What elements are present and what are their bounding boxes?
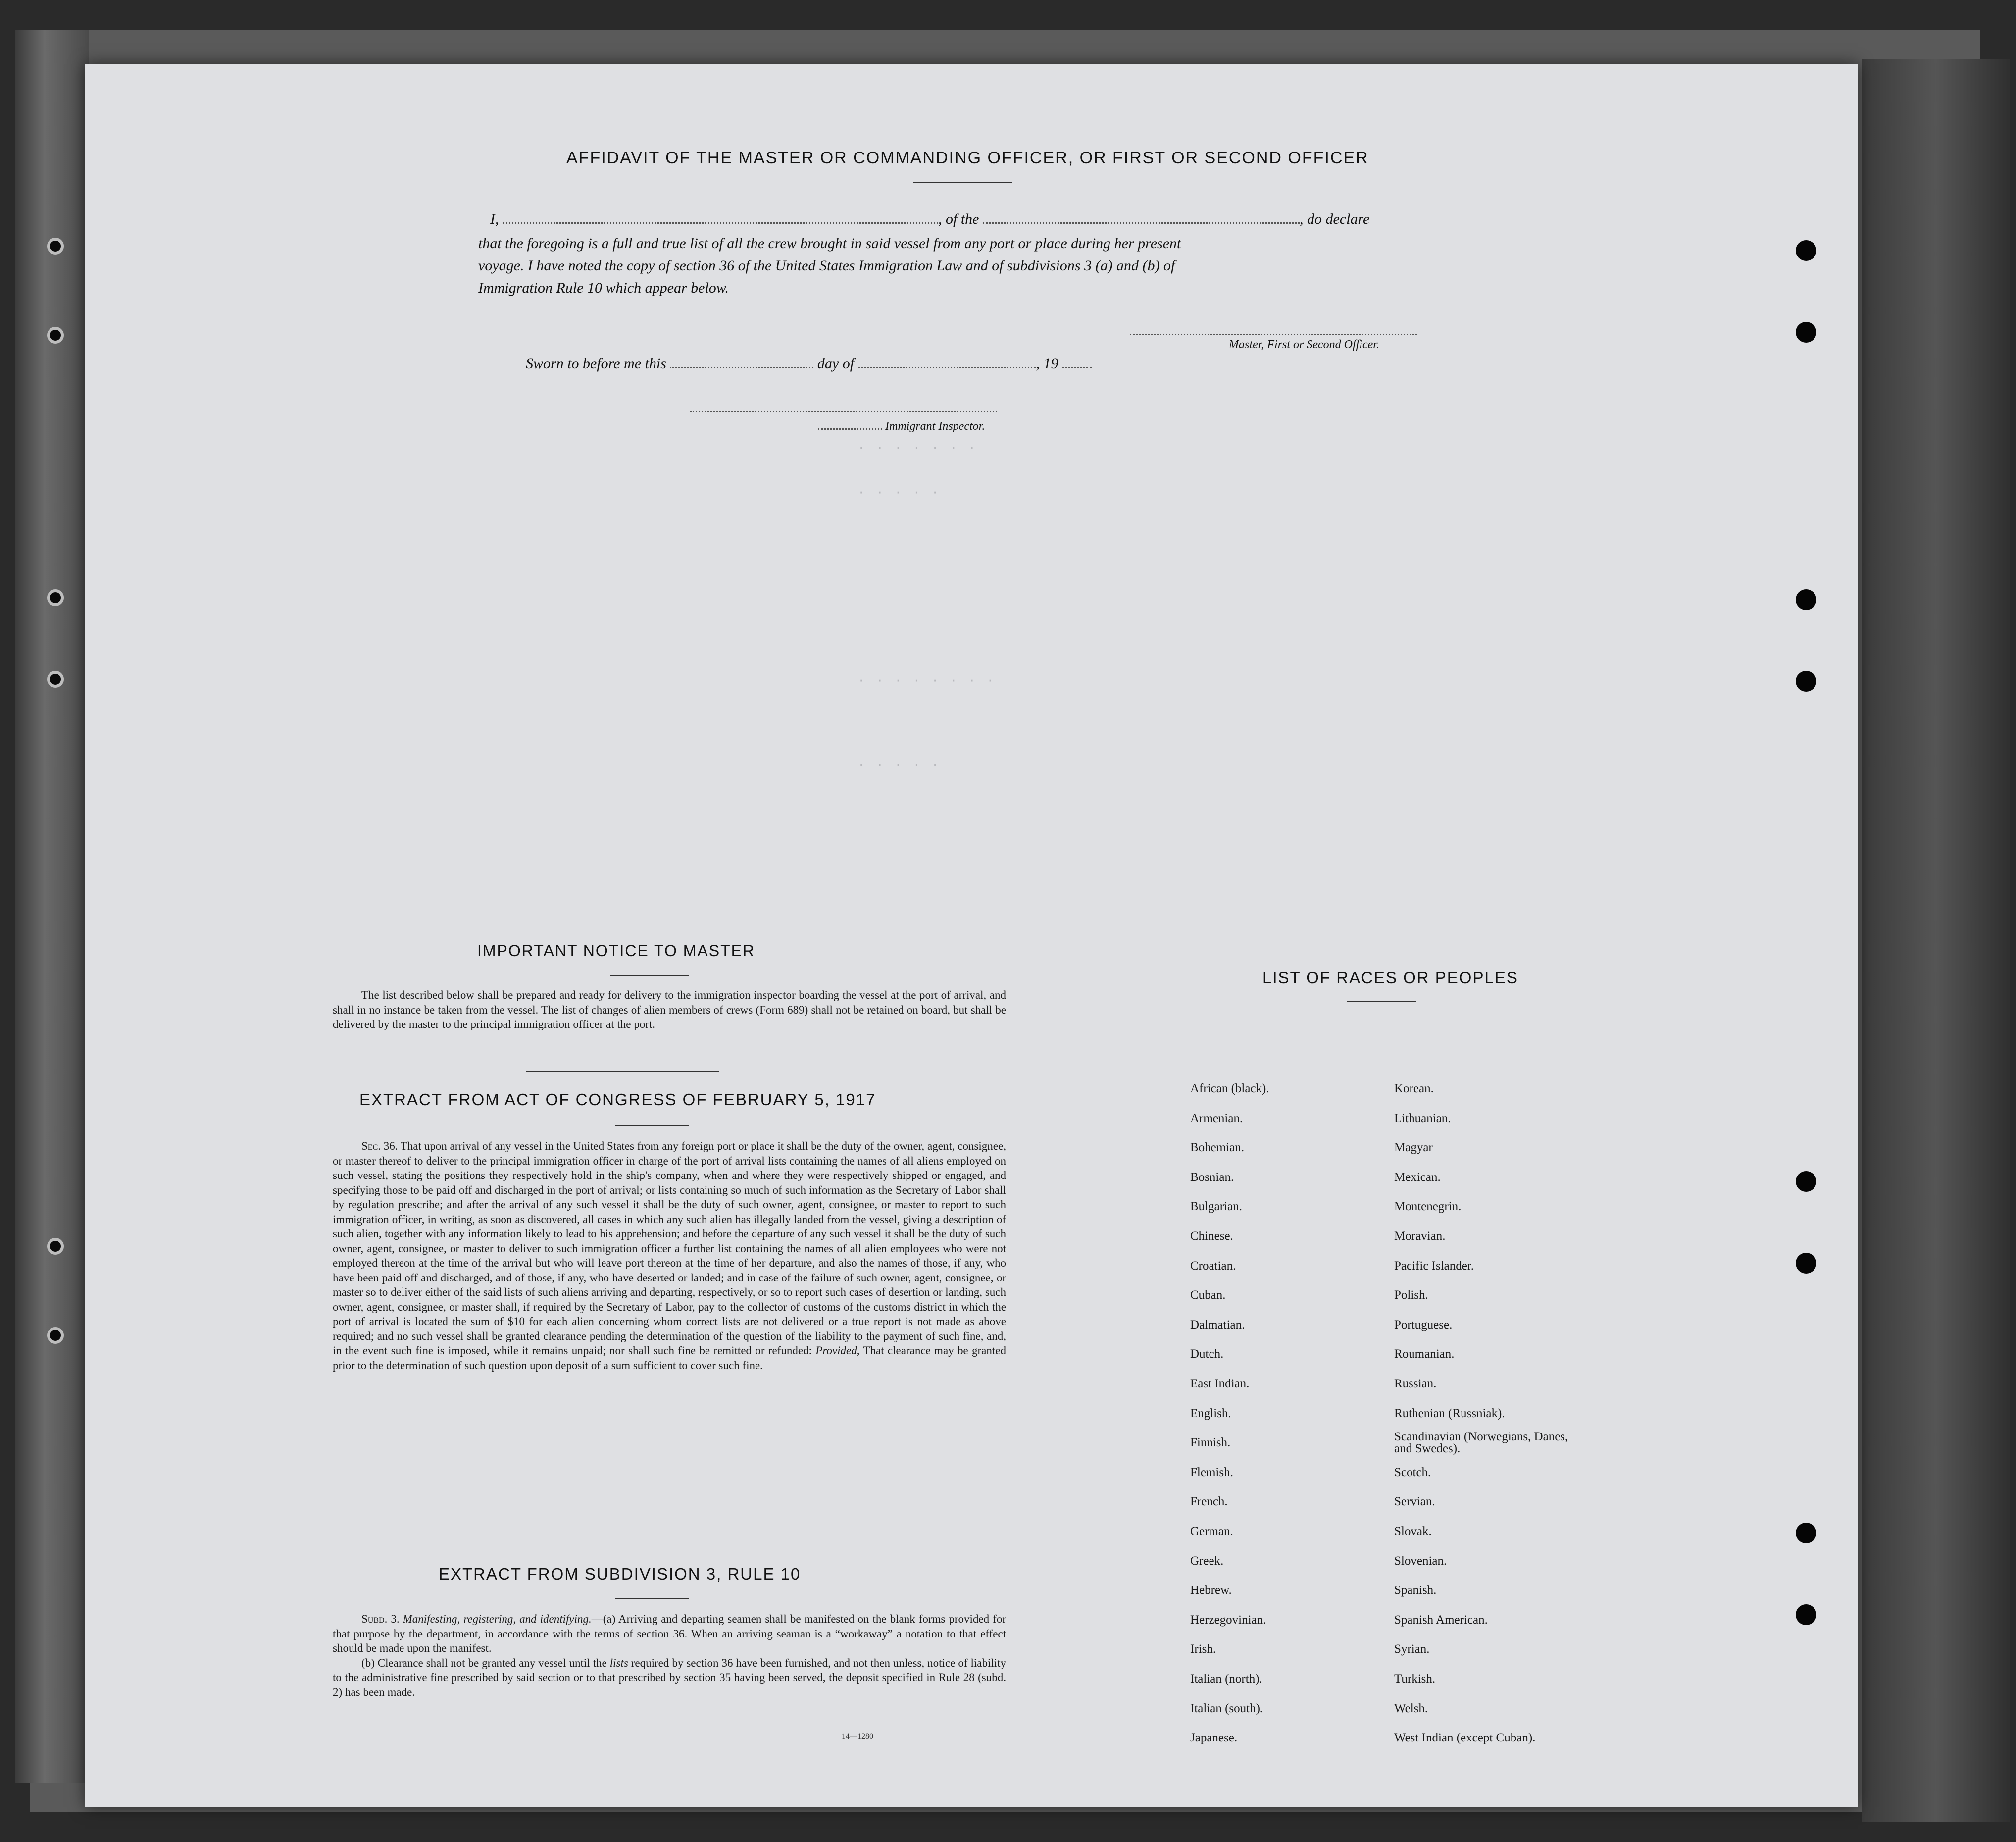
bleed-through-marks: · · · · · · · · xyxy=(857,673,996,688)
race-item: Italian (south). xyxy=(1190,1701,1263,1715)
bleed-through-marks: · · · · · xyxy=(857,758,941,772)
affidavit-line-1-a: I, xyxy=(490,211,499,227)
race-item: Mexican. xyxy=(1394,1170,1441,1184)
inspector-blank xyxy=(818,428,882,430)
rule-paragraph-b xyxy=(333,1656,1006,1700)
sworn-a: Sworn to before me this xyxy=(526,356,666,372)
race-item: Slovenian. xyxy=(1394,1554,1447,1568)
race-item: Turkish. xyxy=(1394,1672,1436,1686)
sworn-b: day of xyxy=(817,356,855,372)
race-item: Montenegrin. xyxy=(1394,1200,1462,1214)
race-item: Bohemian. xyxy=(1190,1141,1245,1155)
affidavit-line-2: that the foregoing is a full and true list of all the crew brought in said vessel from any port or place during her present xyxy=(478,235,1181,252)
rule-para-a: —(a) Arriving and departing seamen shall be manifested on the blank forms provided for that purpose by the department, in accordance with the terms of section 36. When an arriving seaman is a “workaway” a notation to that effect should be made upon the manifest. xyxy=(333,1613,1006,1654)
race-item: Slovak. xyxy=(1394,1525,1432,1538)
binder-hole xyxy=(47,671,64,688)
affidavit-line-1 xyxy=(490,211,1369,228)
rule-para-b-rest: required by section 36 have been furnished, and not then unless, notice of liability to the administrative fine prescribed by said section or to that prescribed by section 35 having been served, the deposit specified in Rule 28 (subd. 2) has been made. xyxy=(333,1656,1007,1698)
inspector-caption-text: Immigrant Inspector. xyxy=(885,420,985,433)
affidavit-line-4: Immigration Rule 10 which appear below. xyxy=(478,280,729,296)
race-item: Herzegovinian. xyxy=(1190,1613,1266,1627)
divider xyxy=(526,1071,719,1072)
race-item: West Indian (except Cuban). xyxy=(1394,1731,1536,1745)
punch-hole xyxy=(1796,1604,1816,1625)
race-item: Hebrew. xyxy=(1190,1584,1232,1597)
race-item: Dalmatian. xyxy=(1190,1318,1245,1331)
subd-heading: Manifesting, registering, and identifying. xyxy=(403,1613,592,1625)
binder-hole xyxy=(47,589,64,606)
subd-label: Subd. 3. xyxy=(361,1613,400,1625)
binder-hole xyxy=(47,238,64,255)
inspector-caption xyxy=(818,420,985,433)
sworn-line xyxy=(526,356,1092,372)
right-page-edge xyxy=(1862,59,2010,1822)
act-title: EXTRACT FROM ACT OF CONGRESS OF FEBRUARY 5, 1917 xyxy=(359,1090,876,1109)
race-item: African (black). xyxy=(1190,1082,1269,1095)
inspector-signature-line xyxy=(690,411,997,412)
race-item: Russian. xyxy=(1394,1377,1437,1390)
punch-hole xyxy=(1796,322,1816,343)
document-page xyxy=(85,64,1858,1807)
races-title: LIST OF RACES OR PEOPLES xyxy=(1262,969,1518,987)
divider xyxy=(610,975,689,976)
race-item: German. xyxy=(1190,1525,1233,1538)
race-item: East Indian. xyxy=(1190,1377,1250,1390)
form-number: 14—1280 xyxy=(842,1732,873,1740)
race-item: Magyar xyxy=(1394,1141,1433,1155)
race-item: Moravian. xyxy=(1394,1229,1446,1243)
binder-edge xyxy=(15,30,89,1783)
punch-hole xyxy=(1796,1523,1816,1543)
punch-hole xyxy=(1796,589,1816,610)
provided-label: Provided, xyxy=(815,1344,860,1357)
affidavit-title: AFFIDAVIT OF THE MASTER OR COMMANDING OFFICER, OR FIRST OR SECOND OFFICER xyxy=(566,149,1369,167)
bleed-through-marks: · · · · · · · xyxy=(857,441,977,456)
vessel-blank xyxy=(983,222,1300,224)
race-item: Polish. xyxy=(1394,1288,1428,1302)
race-item: Greek. xyxy=(1190,1554,1224,1568)
race-item: French. xyxy=(1190,1495,1228,1509)
act-body: That upon arrival of any vessel in the United States from any foreign port or place it shall be the duty of the owner, agent, consignee, or master thereof to deliver to the principal immigration officer in charge of the port of arrival lists containing the names of all aliens employed on such vessel, stating the positions they respectively hold in the ship's company, when and where they were respectively shipped or engaged, and specifying those to be paid off and discharged in the port of arrival; or lists containing so much of such information as the Secretary of Labor shall by regulation prescribe; and after the arrival of any such vessel it shall be the duty of such owner, agent, consignee, or master to report to such immigration officer, in writing, as soon as discovered, all cases in which any such alien has illegally landed from the vessel, giving a description of such alien, together with any information likely to lead to his apprehension; and before the departure of any such vessel it shall be the duty of such owner, agent, consignee, or master to deliver to such immigration officer a further list containing the names of all alien employees who were not employed thereon at the time of the arrival but who will leave port thereon at the time of her departure, and also the names of those, if any, who have been paid off and discharged, and of those, if any, who have deserted or landed; and in case of the failure of such owner, agent, consignee, or master so to deliver either of the said lists of such aliens arriving and departing, respectively, or so to report such cases of desertion or landing, such owner, agent, consignee, or master shall, if required by the Secretary of Labor, pay to the collector of customs of the customs district in which the port of arrival is located the sum of $10 for each alien concerning whom correct lists are not delivered or a true report is not made as above required; and no such vessel shall be granted clearance pending the determination of the question of the liability to the payment of such fine, and, in the event such fine is imposed, while it remains unpaid; nor shall such fine be remitted or refunded: xyxy=(333,1140,1006,1357)
rule-title: EXTRACT FROM SUBDIVISION 3, RULE 10 xyxy=(439,1565,801,1583)
race-item: Dutch. xyxy=(1190,1347,1224,1361)
race-item: Italian (north). xyxy=(1190,1672,1262,1686)
affidavit-line-1-b: , of the xyxy=(938,211,979,227)
race-item: Portuguese. xyxy=(1394,1318,1453,1331)
race-item: Spanish American. xyxy=(1394,1613,1488,1627)
signature-caption: Master, First or Second Officer. xyxy=(1229,338,1379,351)
provided-text: That clearance may be granted prior to the determination of such question upon deposit of a sum sufficient to cover such fine. xyxy=(333,1344,1006,1372)
rule-para-b-prefix: (b) Clearance shall not be granted any vessel until the xyxy=(361,1656,607,1669)
sworn-month-blank xyxy=(858,367,1036,368)
notice-text xyxy=(333,988,1006,1032)
notice-paragraph: The list described below shall be prepared and ready for delivery to the immigration inspector boarding the vessel at the port of arrival, and shall in no instance be taken from the vessel. The list of changes of alien members of crews (Form 689) shall not be retained on board, but shall be delivered by the master to the principal immigration officer at the port. xyxy=(333,989,1006,1030)
race-item: Syrian. xyxy=(1394,1642,1430,1656)
sworn-year-blank xyxy=(1062,367,1092,368)
divider xyxy=(615,1125,689,1126)
binder-hole xyxy=(47,1327,64,1344)
affidavit-line-1-c: , do declare xyxy=(1300,211,1370,227)
signature-line xyxy=(1130,334,1417,335)
race-item: Bulgarian. xyxy=(1190,1200,1242,1214)
act-text xyxy=(333,1139,1006,1373)
race-item: Cuban. xyxy=(1190,1288,1226,1302)
divider xyxy=(913,182,1012,183)
race-item: Korean. xyxy=(1394,1082,1434,1095)
punch-hole xyxy=(1796,240,1816,261)
race-item: Servian. xyxy=(1394,1495,1435,1509)
race-item: Welsh. xyxy=(1394,1701,1428,1715)
punch-hole xyxy=(1796,1253,1816,1274)
rule-para-b-lists: lists xyxy=(609,1656,628,1669)
affidavit-line-3: voyage. I have noted the copy of section 36 of the United States Immigration Law and of subdivisions 3 (a) and (b) of xyxy=(478,257,1175,274)
notice-title: IMPORTANT NOTICE TO MASTER xyxy=(477,942,756,960)
race-item: Irish. xyxy=(1190,1642,1216,1656)
race-item: Scandinavian (Norwegians, Danes, and Swedes). xyxy=(1394,1430,1568,1456)
race-item: Japanese. xyxy=(1190,1731,1238,1745)
race-item: Roumanian. xyxy=(1394,1347,1455,1361)
sworn-day-blank xyxy=(670,367,813,368)
divider xyxy=(1347,1001,1416,1002)
race-item: Flemish. xyxy=(1190,1465,1233,1479)
sec-label: Sec. 36. xyxy=(361,1140,398,1152)
race-item: Finnish. xyxy=(1190,1436,1231,1450)
sworn-c: , 19 xyxy=(1036,356,1058,372)
race-item: Spanish. xyxy=(1394,1584,1437,1597)
race-item: English. xyxy=(1190,1406,1231,1420)
race-item: Ruthenian (Russniak). xyxy=(1394,1406,1505,1420)
race-item: Armenian. xyxy=(1190,1111,1243,1125)
name-blank xyxy=(503,222,938,224)
race-item: Croatian. xyxy=(1190,1259,1236,1273)
punch-hole xyxy=(1796,1171,1816,1192)
bleed-through-marks: · · · · · xyxy=(857,485,941,500)
rule-text xyxy=(333,1612,1006,1699)
act-paragraph xyxy=(333,1139,1006,1373)
race-item: Pacific Islander. xyxy=(1394,1259,1474,1273)
race-item: Bosnian. xyxy=(1190,1170,1234,1184)
binder-hole xyxy=(47,327,64,344)
race-item: Chinese. xyxy=(1190,1229,1233,1243)
race-item: Lithuanian. xyxy=(1394,1111,1451,1125)
punch-hole xyxy=(1796,671,1816,692)
binder-hole xyxy=(47,1238,64,1255)
race-item: Scotch. xyxy=(1394,1465,1431,1479)
rule-paragraph-a xyxy=(333,1612,1006,1656)
divider xyxy=(615,1598,689,1599)
